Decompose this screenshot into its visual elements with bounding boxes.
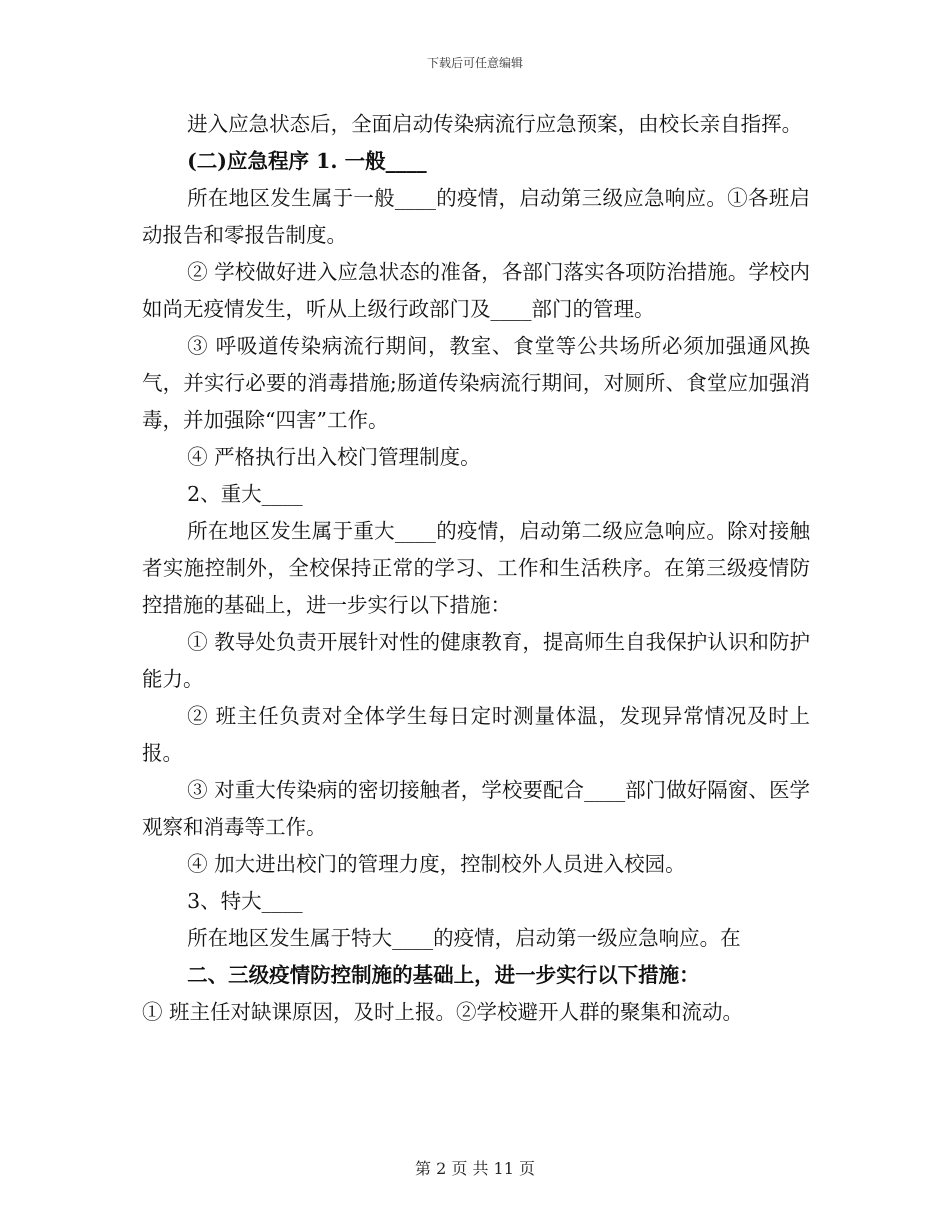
paragraph-6: ④ 严格执行出入校门管理制度。 bbox=[187, 445, 481, 469]
paragraph-14: 所在地区发生属于特大____的疫情，启动第一级应急响应。在 bbox=[187, 926, 741, 950]
page-header: 下载后可任意编辑 bbox=[426, 56, 523, 70]
page-footer: 第 2 页 共 11 页 bbox=[415, 1159, 535, 1178]
document-body bbox=[142, 106, 810, 1031]
paragraph-3: 所在地区发生属于一般____的疫情，启动第三级应急响应。①各班启动报告和零报告制度。 bbox=[142, 186, 810, 247]
paragraph-10: ② 班主任负责对全体学生每日定时测量体温，发现异常情况及时上报。 bbox=[142, 704, 810, 765]
paragraph-8: 所在地区发生属于重大____的疫情，启动第二级应急响应。除对接触者实施控制外，全校保持正常的学习、工作和生活秩序。在第三级疫情防控措施的基础上，进一步实行以下措施： bbox=[142, 519, 810, 617]
paragraph-4: ② 学校做好进入应急状态的准备，各部门落实各项防治措施。学校内如尚无疫情发生，听从上级行政部门及____部门的管理。 bbox=[142, 260, 810, 321]
paragraph-9: ① 教导处负责开展针对性的健康教育，提高师生自我保护认识和防护能力。 bbox=[142, 630, 810, 691]
paragraph-16: ① 班主任对缺课原因，及时上报。②学校避开人群的聚集和流动。 bbox=[142, 1000, 744, 1024]
paragraph-11: ③ 对重大传染病的密切接触者，学校要配合____部门做好隔窗、医学观察和消毒等工作。 bbox=[142, 778, 810, 839]
section-heading-emergency-procedure: (二)应急程序 1. 一般____ bbox=[187, 149, 427, 173]
paragraph-1: 进入应急状态后，全面启动传染病流行应急预案，由校长亲自指挥。 bbox=[187, 112, 803, 136]
subheading-major: 2、重大____ bbox=[187, 482, 303, 506]
section-heading-measures: 二、三级疫情防控制施的基础上，进一步实行以下措施： bbox=[187, 963, 700, 987]
paragraph-12: ④ 加大进出校门的管理力度，控制校外人员进入校园。 bbox=[187, 852, 686, 876]
paragraph-5: ③ 呼吸道传染病流行期间，教室、食堂等公共场所必须加强通风换气，并实行必要的消毒措施;肠道传染病流行期间，对厕所、食堂应加强消毒，并加强除“四害”工作。 bbox=[142, 334, 810, 432]
subheading-extra-major: 3、特大____ bbox=[187, 889, 303, 913]
